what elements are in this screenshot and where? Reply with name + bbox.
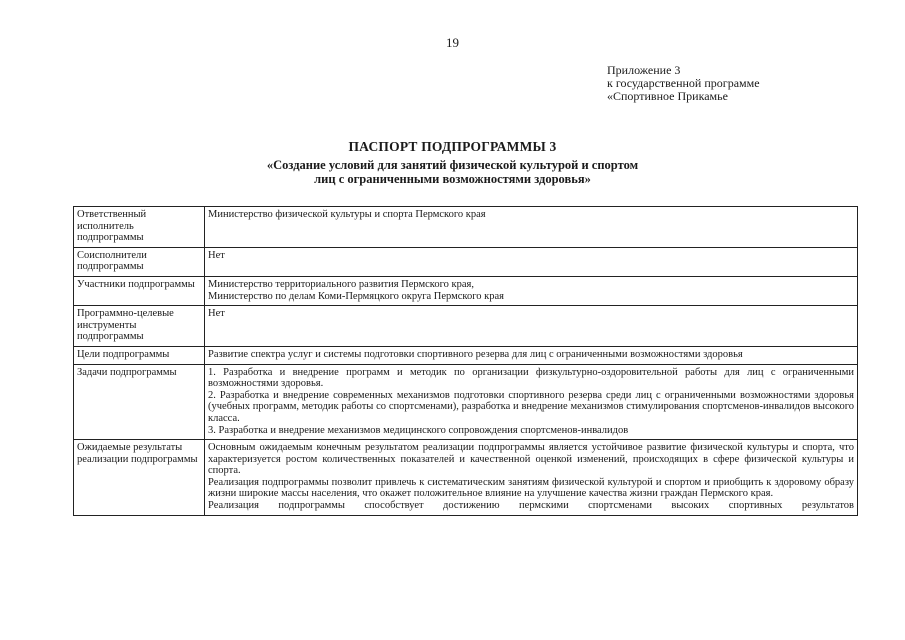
table-row [74, 306, 858, 347]
appendix-line: «Спортивное Прикамье [607, 89, 728, 103]
document-title: ПАСПОРТ ПОДПРОГРАММЫ 3 [348, 139, 557, 154]
page-number: 19 [446, 35, 459, 50]
row-content [205, 306, 858, 347]
row-paragraph: Министерство физической культуры и спорта Пермского края [208, 209, 486, 220]
passport-table [73, 206, 858, 516]
row-paragraph: Реализация подпрограммы способствует достижению пермскими спортсменами высоких спортивных результатов [208, 500, 854, 512]
row-paragraph: 2. Разработка и внедрение современных механизмов подготовки спортивного резерва среди лиц с ограниченными возможностями здоровья (учебных программ, методик работы со спортсменами), разработка и внедрение механизмов стимулирования спортсменов-инвалидов высокого класса. [208, 389, 854, 424]
document-subtitle [0, 158, 905, 186]
appendix-note [607, 64, 760, 103]
row-paragraph: Министерство территориального развития Пермского края, [208, 278, 475, 290]
row-label: Программно-целевые инструменты подпрограммы [74, 306, 205, 347]
row-label: Участники подпрограммы [74, 276, 205, 305]
row-paragraph: Реализация подпрограммы позволит привлечь к систематическим занятиям физической культурой и спортом и приобщить к здоровому образу жизни широкие массы населения, что окажет положительное влияние на улучшение качества жизни граждан Пермского края. [208, 476, 854, 500]
table-row [74, 364, 858, 440]
row-content [205, 207, 858, 248]
table-row [74, 207, 858, 248]
table-row [74, 440, 858, 516]
row-paragraph: 3. Разработка и внедрение механизмов медицинского сопровождения спортсменов-инвалидов [208, 424, 629, 436]
appendix-line: Приложение 3 [607, 63, 681, 77]
row-paragraph: Развитие спектра услуг и системы подготовки спортивного резерва для лиц с ограниченными возможностями здоровья [208, 348, 743, 360]
table-row [74, 247, 858, 276]
row-paragraph: Нет [208, 249, 225, 261]
row-content [205, 276, 858, 305]
row-label: Ответственный исполнитель подпрограммы [74, 207, 205, 248]
passport-table-body [74, 207, 858, 516]
row-label: Задачи подпрограммы [74, 364, 205, 440]
row-content [205, 364, 858, 440]
appendix-line: к государственной программе [607, 76, 760, 90]
table-row [74, 276, 858, 305]
row-paragraph: 1. Разработка и внедрение программ и методик по организации физкультурно-оздоровительной работы для лиц с ограниченными возможностями здоровья. [208, 366, 854, 390]
table-row [74, 346, 858, 364]
row-label: Ожидаемые результаты реализации подпрограммы [74, 440, 205, 516]
row-content [205, 247, 858, 276]
row-content [205, 346, 858, 364]
row-paragraph: Нет [208, 308, 225, 320]
subtitle-line: «Создание условий для занятий физической культурой и спортом [266, 158, 639, 172]
row-content [205, 440, 858, 516]
row-label: Соисполнители подпрограммы [74, 247, 205, 276]
subtitle-line: лиц с ограниченными возможностями здоровья» [314, 172, 591, 186]
row-paragraph: Министерство по делам Коми-Пермяцкого округа Пермского края [208, 290, 505, 302]
row-label: Цели подпрограммы [74, 346, 205, 364]
row-paragraph: Основным ожидаемым конечным результатом реализации подпрограммы является устойчивое развитие физической культуры и спорта, что характеризуется ростом количественных показателей и качественной оценкой изменений, происходящих в сфере физической культуры и спорта. [208, 442, 854, 477]
